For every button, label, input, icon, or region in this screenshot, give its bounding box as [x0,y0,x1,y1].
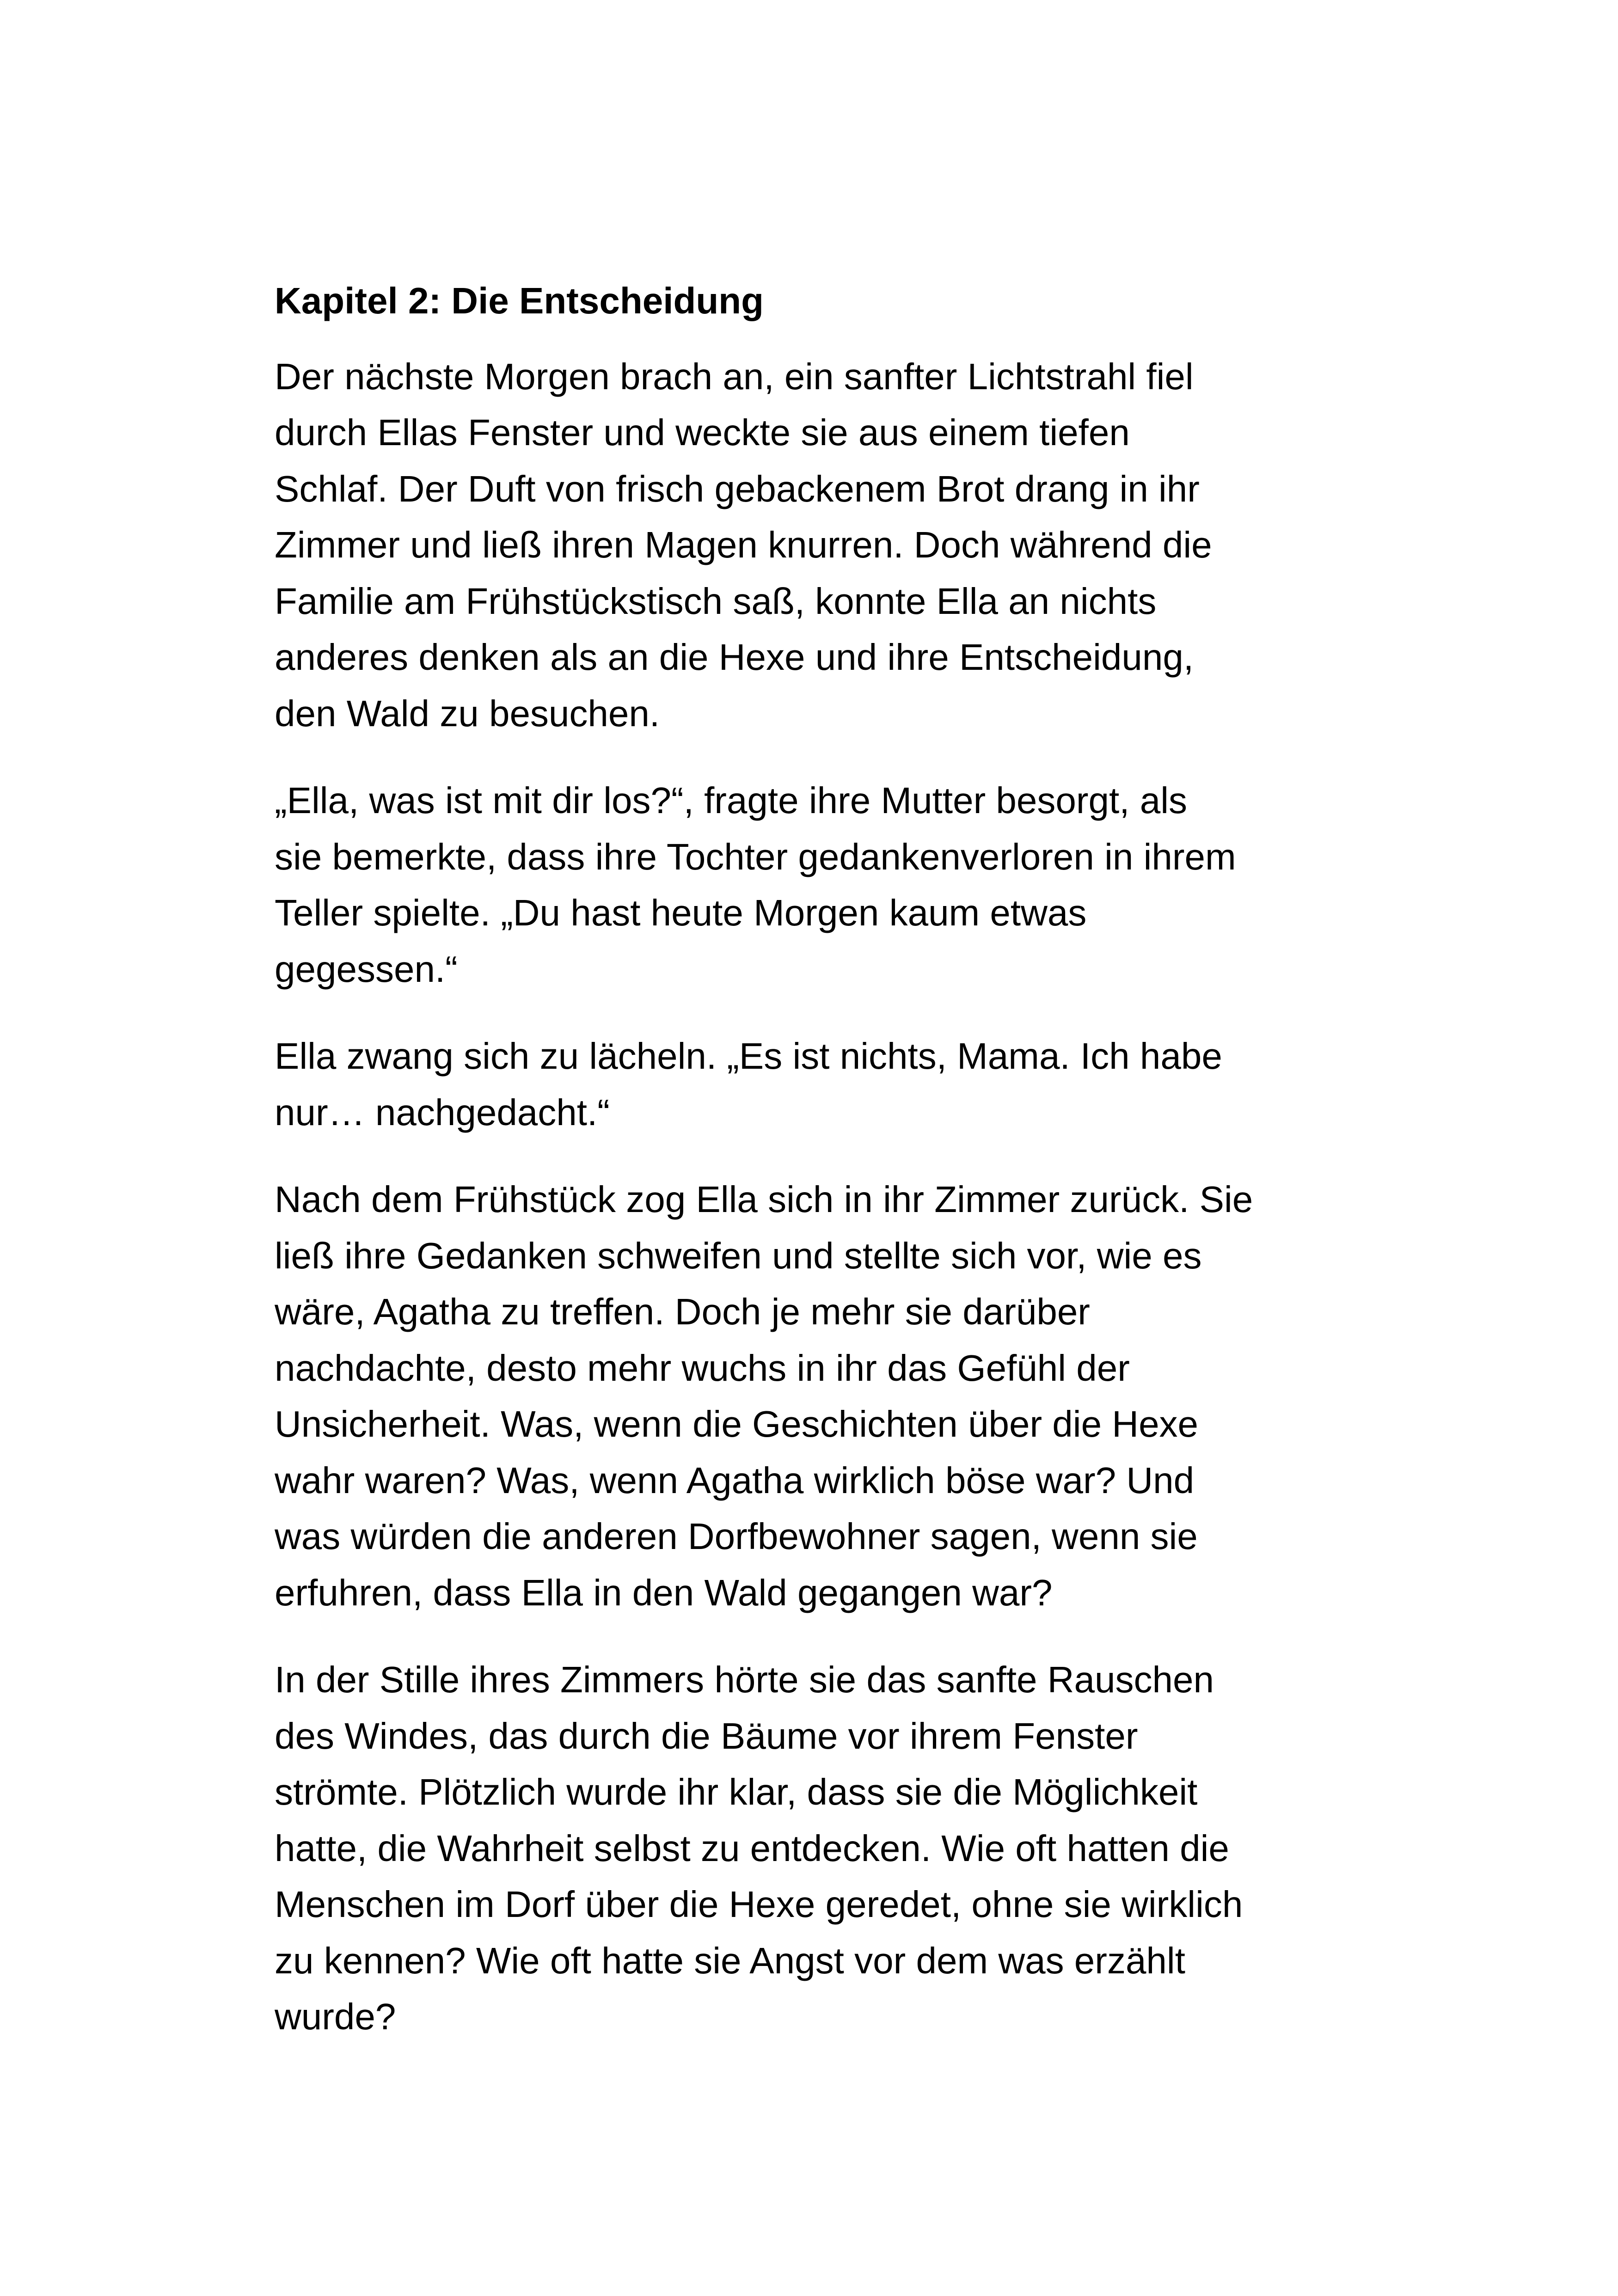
text-line: erfuhren, dass Ella in den Wald gegangen war? [275,1572,1053,1613]
text-line: anderes denken als an die Hexe und ihre Entscheidung, [275,637,1194,678]
paragraph-2 [275,772,1375,997]
paragraph-1 [275,349,1375,742]
paragraph-4 [275,1171,1375,1621]
chapter-title: Kapitel 2: Die Entscheidung [275,280,764,321]
text-line: zu kennen? Wie oft hatte sie Angst vor dem was erzählt [275,1940,1185,1981]
text-line: strömte. Plötzlich wurde ihr klar, dass sie die Möglichkeit [275,1771,1198,1812]
paragraph-3 [275,1028,1375,1140]
text-line: Ella zwang sich zu lächeln. „Es ist nichts, Mama. Ich habe [275,1035,1222,1077]
text-line: wurde? [275,1996,396,2037]
text-line: ließ ihre Gedanken schweifen und stellte sich vor, wie es [275,1235,1202,1276]
paragraph-5 [275,1652,1375,2045]
text-line: nur… nachgedacht.“ [275,1091,610,1133]
text-line: In der Stille ihres Zimmers hörte sie das sanfte Rauschen [275,1659,1214,1700]
text-line: Nach dem Frühstück zog Ella sich in ihr Zimmer zurück. Sie [275,1179,1253,1220]
text-line: Der nächste Morgen brach an, ein sanfter Lichtstrahl fiel [275,355,1194,397]
text-line: Unsicherheit. Was, wenn die Geschichten über die Hexe [275,1403,1199,1445]
text-line: nachdachte, desto mehr wuchs in ihr das Gefühl der [275,1347,1130,1389]
text-line: den Wald zu besuchen. [275,692,660,734]
text-line: „Ella, was ist mit dir los?“, fragte ihre Mutter besorgt, als [275,780,1187,821]
text-line: des Windes, das durch die Bäume vor ihrem Fenster [275,1715,1138,1757]
text-line: Zimmer und ließ ihren Magen knurren. Doch während die [275,524,1212,565]
text-line: Schlaf. Der Duft von frisch gebackenem Brot drang in ihr [275,468,1200,509]
text-line: was würden die anderen Dorfbewohner sagen, wenn sie [275,1516,1198,1557]
text-line: hatte, die Wahrheit selbst zu entdecken. Wie oft hatten die [275,1827,1229,1869]
text-line: Teller spielte. „Du hast heute Morgen kaum etwas [275,892,1087,933]
text-line: durch Ellas Fenster und weckte sie aus einem tiefen [275,412,1130,453]
document-page [275,273,1375,2076]
text-line: wäre, Agatha zu treffen. Doch je mehr sie darüber [275,1291,1090,1332]
text-line: gegessen.“ [275,948,458,990]
text-line: sie bemerkte, dass ihre Tochter gedankenverloren in ihrem [275,836,1236,877]
text-line: Familie am Frühstückstisch saß, konnte Ella an nichts [275,580,1157,622]
text-line: Menschen im Dorf über die Hexe geredet, ohne sie wirklich [275,1884,1243,1925]
text-line: wahr waren? Was, wenn Agatha wirklich böse war? Und [275,1459,1195,1501]
